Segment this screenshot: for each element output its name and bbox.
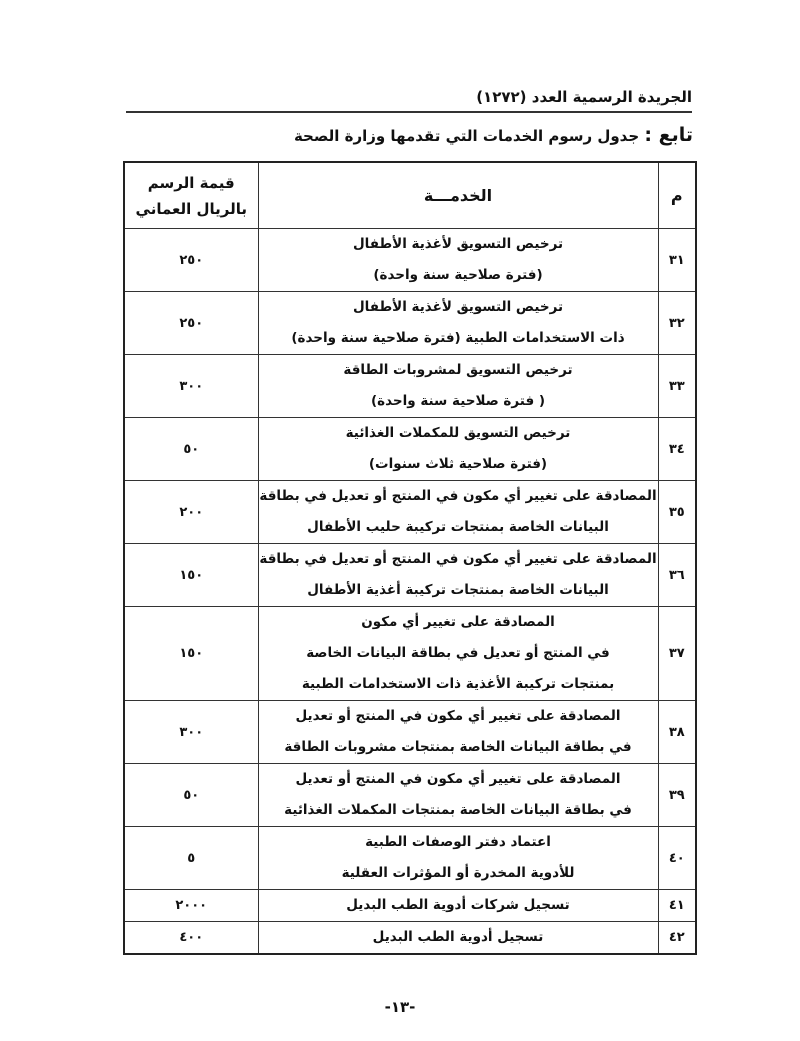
service-line: في بطاقة البيانات الخاصة بمنتجات المكملات الغذائية	[284, 802, 632, 818]
service-cell	[258, 292, 658, 355]
fee-header-line2: بالريال العماني	[135, 199, 247, 218]
service-line: ترخيص التسويق لأغذية الأطفال	[352, 236, 564, 252]
row-number: ٣٥	[658, 481, 696, 544]
fee-value: ٢٠٠	[124, 481, 258, 544]
service-cell	[258, 544, 658, 607]
service-line: تسجيل شركات أدوية الطب البديل	[346, 897, 570, 913]
row-number: ٣٣	[658, 355, 696, 418]
table-row	[124, 764, 696, 827]
service-line: البيانات الخاصة بمنتجات تركيبة حليب الأطفال	[307, 519, 609, 535]
column-header-fee	[124, 162, 258, 229]
row-number: ٤٠	[658, 827, 696, 890]
service-cell	[258, 922, 658, 955]
table-row	[124, 827, 696, 890]
row-number: ٣٦	[658, 544, 696, 607]
fee-value: ١٥٠	[124, 544, 258, 607]
row-number: ٤١	[658, 890, 696, 922]
row-number: ٣٩	[658, 764, 696, 827]
fee-header-line1: قيمة الرسم	[147, 173, 235, 192]
table-row	[124, 481, 696, 544]
service-line: ترخيص التسويق لمشروبات الطاقة	[343, 362, 573, 378]
document-title	[294, 124, 693, 146]
column-header-service: الخدمـــة	[258, 162, 658, 229]
fee-value: ٥	[124, 827, 258, 890]
page-number: -١٣-	[384, 998, 416, 1016]
service-line: تسجيل أدوية الطب البديل	[372, 929, 544, 945]
fee-value: ١٥٠	[124, 607, 258, 701]
table-row	[124, 229, 696, 292]
service-line: المصادقة على تغيير أي مكون	[361, 614, 555, 630]
fee-value: ٢٠٠٠	[124, 890, 258, 922]
service-cell	[258, 229, 658, 292]
service-line: (فترة صلاحية ثلاث سنوات)	[368, 456, 548, 472]
service-line: اعتماد دفتر الوصفات الطبية	[365, 834, 551, 850]
service-line: ( فترة صلاحية سنة واحدة)	[370, 393, 546, 409]
service-cell	[258, 355, 658, 418]
table-row	[124, 355, 696, 418]
service-line: بمنتجات تركيبة الأغذية ذات الاستخدامات الطبية	[301, 676, 615, 692]
service-line: المصادقة على تغيير أي مكون في المنتج أو تعديل في بطاقة	[259, 488, 657, 504]
service-line: المصادقة على تغيير أي مكون في المنتج أو تعديل في بطاقة	[259, 551, 657, 567]
service-cell	[258, 607, 658, 701]
table-row	[124, 922, 696, 955]
fee-value: ٤٠٠	[124, 922, 258, 955]
table-row	[124, 418, 696, 481]
row-number: ٣١	[658, 229, 696, 292]
service-cell	[258, 764, 658, 827]
service-line: (فترة صلاحية سنة واحدة)	[373, 267, 543, 283]
title-prefix: تابع :	[644, 124, 693, 146]
service-line: ذات الاستخدامات الطبية (فترة صلاحية سنة واحدة)	[291, 330, 625, 346]
table-row	[124, 607, 696, 701]
service-line: في بطاقة البيانات الخاصة بمنتجات مشروبات الطاقة	[284, 739, 632, 755]
row-number: ٣٨	[658, 701, 696, 764]
service-cell	[258, 701, 658, 764]
table-row	[124, 292, 696, 355]
service-cell	[258, 418, 658, 481]
column-header-number: م	[658, 162, 696, 229]
service-line: ترخيص التسويق لأغذية الأطفال	[352, 299, 564, 315]
title-text: جدول رسوم الخدمات التي تقدمها وزارة الصحة	[293, 127, 640, 145]
gazette-header-title: الجريدة الرسمية العدد (١٢٧٢)	[476, 88, 692, 106]
fee-value: ٥٠	[124, 418, 258, 481]
table-row	[124, 701, 696, 764]
table-header-row	[124, 162, 696, 229]
fee-value: ٥٠	[124, 764, 258, 827]
service-line: ترخيص التسويق للمكملات الغذائية	[345, 425, 571, 441]
row-number: ٣٤	[658, 418, 696, 481]
service-cell	[258, 827, 658, 890]
table-row	[124, 544, 696, 607]
service-line: في المنتج أو تعديل في بطاقة البيانات الخاصة	[306, 645, 610, 661]
row-number: ٣٧	[658, 607, 696, 701]
service-cell	[258, 890, 658, 922]
service-cell	[258, 481, 658, 544]
table-row	[124, 890, 696, 922]
row-number: ٤٢	[658, 922, 696, 955]
service-line: للأدوية المخدرة أو المؤثرات العقلية	[341, 865, 575, 881]
fees-table	[123, 161, 697, 955]
fee-value: ٢٥٠	[124, 292, 258, 355]
service-line: المصادقة على تغيير أي مكون في المنتج أو تعديل	[295, 771, 621, 787]
fee-value: ٣٠٠	[124, 355, 258, 418]
fee-value: ٣٠٠	[124, 701, 258, 764]
service-line: المصادقة على تغيير أي مكون في المنتج أو تعديل	[295, 708, 621, 724]
service-line: البيانات الخاصة بمنتجات تركيبة أغذية الأطفال	[307, 582, 609, 598]
header-divider	[126, 111, 692, 113]
fee-value: ٢٥٠	[124, 229, 258, 292]
row-number: ٣٢	[658, 292, 696, 355]
